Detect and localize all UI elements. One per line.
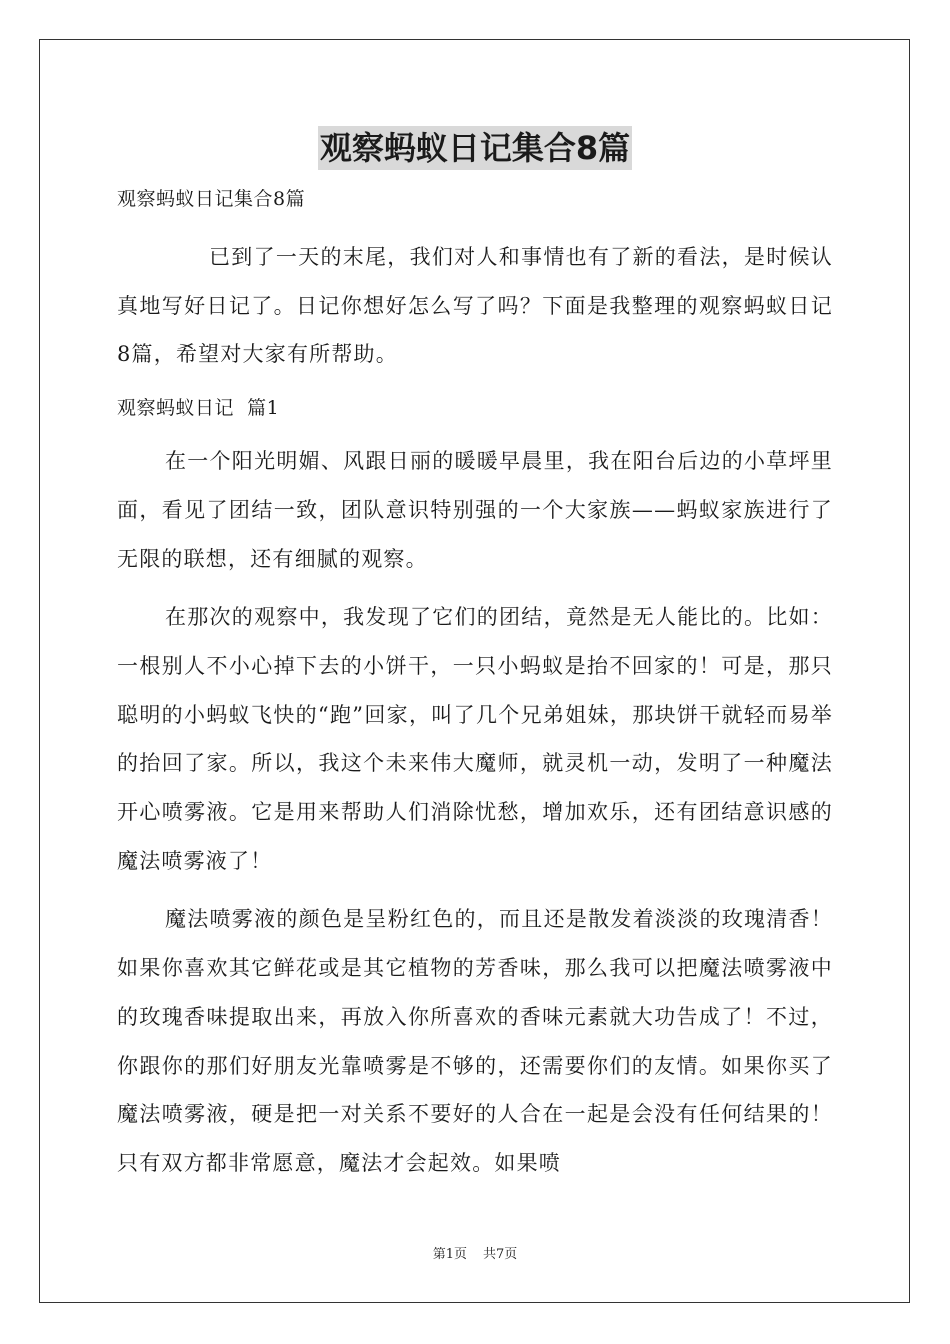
document-title-wrap [0,126,950,176]
body-paragraph-3: 魔法喷雾液的颜色是呈粉红色的，而且还是散发着淡淡的玫瑰清香！如果你喜欢其它鲜花或是其它植物的芳香味，那么我可以把魔法喷雾液中的玫瑰香味提取出来，再放入你所喜欢的香味元素就大功告成了！不过，你跟你的那们好朋友光靠喷雾是不够的，还需要你们的友情。如果你买了魔法喷雾液，硬是把一对关系不要好的人合在一起是会没有任何结果的！只有双方都非常愿意，魔法才会起效。如果喷 [117,907,833,1175]
page-number-current: 第1页 [432,1247,467,1262]
body-paragraph-2: 在那次的观察中，我发现了它们的团结，竟然是无人能比的。比如：一根别人不小心掉下去的小饼干，一只小蚂蚁是抬不回家的！可是，那只聪明的小蚂蚁飞快的“跑”回家，叫了几个兄弟姐妹，那块饼干就轻而易举的抬回了家。所以，我这个未来伟大魔师，就灵机一动，发明了一种魔法开心喷雾液。它是用来帮助人们消除忧愁，增加欢乐，还有团结意识感的魔法喷雾液了！ [117,605,833,873]
body-paragraph-1: 在一个阳光明媚、风跟日丽的暖暖早晨里，我在阳台后边的小草坪里面，看见了团结一致，团队意识特别强的一个大家族——蚂蚁家族进行了无限的联想，还有细腻的观察。 [117,449,833,571]
section-heading: 观察蚂蚁日记 篇1 [117,397,280,420]
document-subtitle: 观察蚂蚁日记集合8篇 [117,188,306,210]
page-number-total: 共7页 [483,1247,518,1262]
document-title: 观察蚂蚁日记集合8篇 [318,126,632,170]
intro-paragraph: 已到了一天的末尾，我们对人和事情也有了新的看法，是时候认真地写好日记了。日记你想好怎么写了吗？下面是我整理的观察蚂蚁日记8篇，希望对大家有所帮助。 [117,245,833,367]
page-footer [0,1246,950,1264]
document-body [117,180,833,1198]
